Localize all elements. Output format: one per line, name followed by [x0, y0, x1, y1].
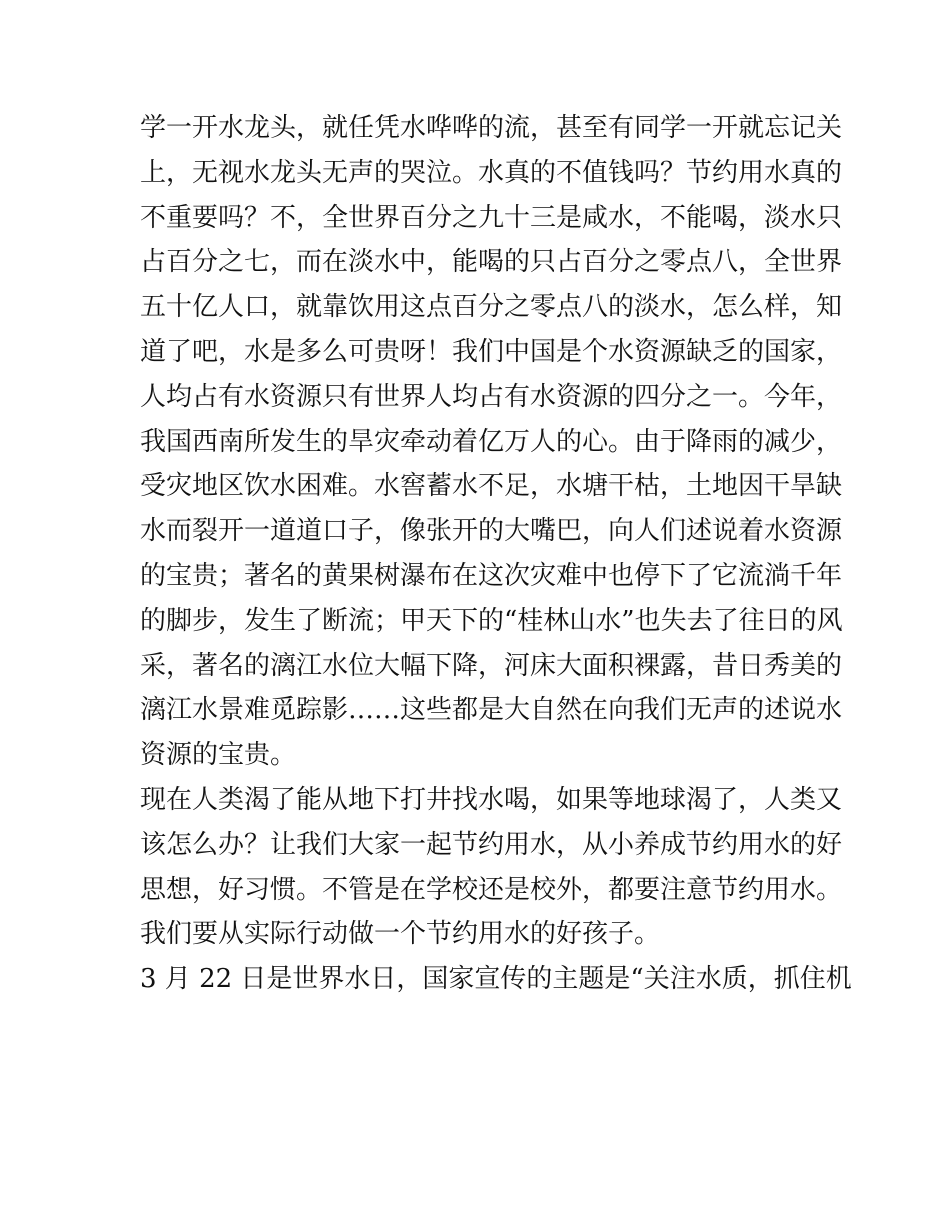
text-line: 漓江水景难觅踪影……这些都是大自然在向我们无声的述说水	[140, 695, 843, 726]
text-line: 思想，好习惯。不管是在学校还是校外，都要注意节约用水。	[140, 874, 843, 905]
text-line: 道了吧，水是多么可贵呀！我们中国是个水资源缺乏的国家，	[140, 336, 843, 367]
text-line: 现在人类渴了能从地下打井找水喝，如果等地球渴了，人类又	[140, 784, 843, 815]
text-line: 学一开水龙头，就任凭水哗哗的流，甚至有同学一开就忘记关	[140, 113, 843, 143]
text-line: 的脚步，发生了断流；甲天下的“桂林山水”也失去了往日的风	[140, 605, 843, 636]
text-line: 五十亿人口，就靠饮用这点百分之零点八的淡水，怎么样，知	[140, 292, 843, 323]
text-line: 不重要吗？不，全世界百分之九十三是咸水，不能喝，淡水只	[140, 202, 843, 233]
document-body	[140, 106, 852, 1002]
text-line: 3 月 22 日是世界水日，国家宣传的主题是“关注水质，抓住机	[140, 964, 852, 995]
text-line: 上，无视水龙头无声的哭泣。水真的不值钱吗？节约用水真的	[140, 157, 843, 188]
text-line: 该怎么办？让我们大家一起节约用水，从小养成节约用水的好	[140, 829, 843, 860]
text-line: 我国西南所发生的旱灾牵动着亿万人的心。由于降雨的减少，	[140, 426, 843, 457]
text-line: 受灾地区饮水困难。水窖蓄水不足，水塘干枯，土地因干旱缺	[140, 471, 843, 502]
text-line: 资源的宝贵。	[140, 740, 297, 771]
text-line: 水而裂开一道道口子，像张开的大嘴巴，向人们述说着水资源	[140, 516, 843, 547]
text-line: 占百分之七，而在淡水中，能喝的只占百分之零点八，全世界	[140, 247, 843, 278]
text-line: 人均占有水资源只有世界人均占有水资源的四分之一。今年，	[140, 381, 843, 412]
text-line: 我们要从实际行动做一个节约用水的好孩子。	[140, 919, 661, 950]
text-line: 的宝贵；著名的黄果树瀑布在这次灾难中也停下了它流淌千年	[140, 560, 843, 591]
text-line: 采，著名的漓江水位大幅下降，河床大面积裸露，昔日秀美的	[140, 650, 843, 681]
